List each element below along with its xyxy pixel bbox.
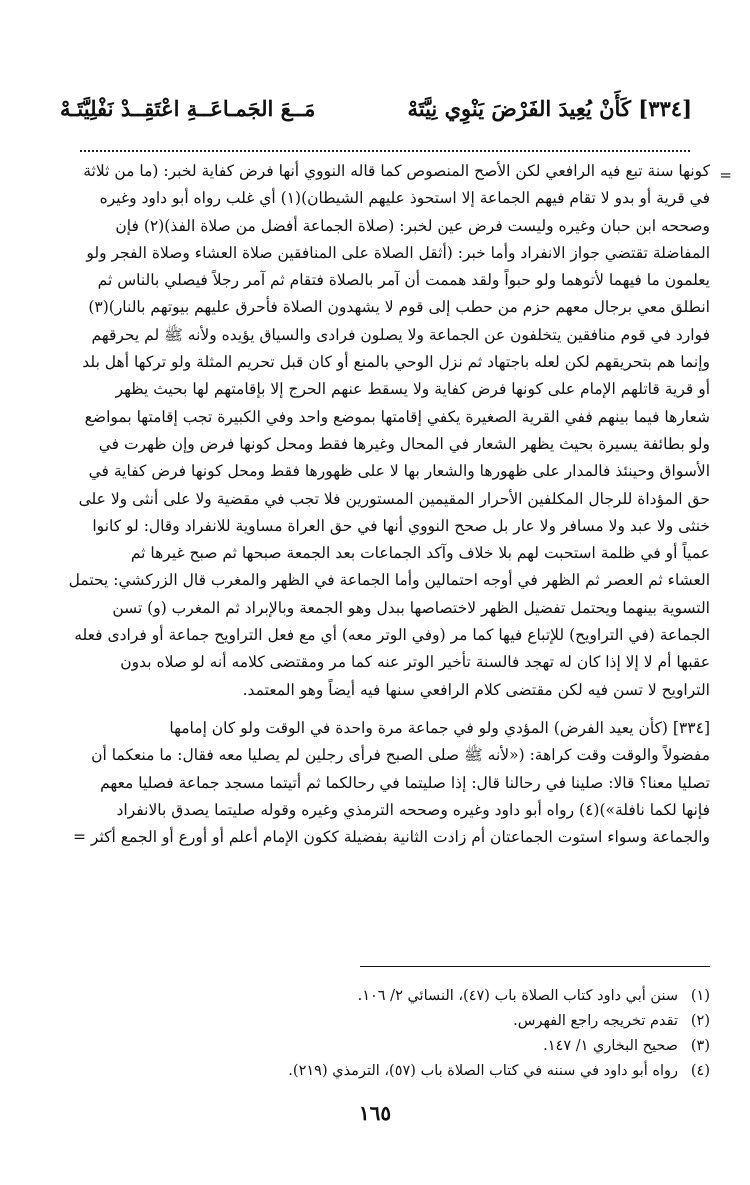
text-line: تصليا معنا؟ قالا: صلينا في رحالنا قال: إذا صليتما في رحالكما ثم أتيتما مسجد جماعة فصليا معهم: [100, 773, 710, 792]
footnote-item: [280, 1034, 710, 1059]
text-line: فإنها لكما نافلة»)(٤) رواه أبو داود وغيره وصححه الترمذي وغيره وقوله صليتما يصدق بالانفراد: [116, 800, 710, 819]
page-number: ١٦٥: [358, 1101, 392, 1125]
footnotes: [280, 984, 710, 1084]
text-line: التسوية بينهما ويحتمل تفضيل الظهر لاختصاصها ببدل وهو الجمعة وبالإبراد ثم المغرب (و) تسن: [112, 598, 710, 617]
text-line: [٣٣٤] (كأن يعيد الفرض) المؤدي ولو في جماعة مرة واحدة في الوقت ولو كان إمامها: [169, 718, 710, 737]
text-line: وإنما هم بتحريقهم لكن لعله باجتهاد ثم نزل الوحي بالمنع أو كان قبل تحريم المثلة ولو تركها أهل بلد: [82, 353, 710, 372]
header-dotted-divider: [80, 150, 690, 152]
text-line: يعلمون ما فيهما لأتوهما ولو حبواً ولقد هممت أن آمر بالصلاة فتقام ثم آمر رجلاً فيصلي بالناس ثم: [97, 271, 710, 290]
header-verse-second-hemistich: مَــعَ الجَمـاعَــةِ اعْتَقِــدْ نَفْلِيَّتَـهْ: [60, 96, 316, 121]
text-line: شعارها فيما بينهم ففي القرية الصغيرة يكفي إقامتها بموضع واحد وفي الكبيرة تجب إقامتها بمواضع: [84, 407, 710, 426]
footnote-text: صحيح البخاري ١/ ١٤٧.: [543, 1038, 678, 1054]
header-verse-first-hemistich: [٣٣٤] كَأَنْ يُعِيدَ الفَرْضَ يَنْوِي نِيَّتَهْ: [407, 96, 692, 121]
text-line: في قرية أو بدو لا تقام فيهم الجماعة إلا استحوذ عليهم الشيطان)(١) أي غلب رواه أبو داود وغيره: [99, 189, 710, 208]
footnote-divider: [360, 966, 710, 967]
text-line: وصححه ابن حبان وغيره وليست فرض عين لخبر: (صلاة الجماعة أفضل من صلاة الفذ)(٢) فإن: [115, 216, 710, 235]
text-line: الأسواق وحينئذ فالمدار على ظهورها والشعار بها لا على ظهورها فقط ومحل كونها فرض كفاية في: [88, 462, 710, 481]
text-line: خنثى ولا عبد ولا مسافر ولا عار بل صحح النووي أنها في حق العراة مساوية للانفراد وقال: لو كانوا: [92, 516, 710, 535]
footnote-number: (٢): [690, 1013, 710, 1029]
text-line: العشاء ثم العصر ثم الظهر في أوجه احتمالين وأما الجماعة في الظهر والمغرب قال الزركشي: يحتمل: [68, 571, 710, 590]
main-text: [35, 158, 710, 851]
text-line: الجماعة (في التراويح) للإتباع فيها كما مر (وفي الوتر معه) أي مع فعل التراويح جماعة أو فرادى فعله: [74, 626, 710, 645]
text-line: انطلق معي برجال معهم حزم من حطب إلى قوم لا يشهدون الصلاة فأحرق عليهم بيوتهم بالنار)(٣): [88, 298, 710, 317]
text-line: عقبها أم لا إلا إذا كان له تهجد فالسنة تأخير الوتر عنه كما مر ومقتضى كلامه أنه لو صلاه بدون: [120, 653, 710, 672]
footnote-text: رواه أبو داود في سننه في كتاب الصلاة باب (٥٧)، الترمذي (٢١٩).: [288, 1063, 678, 1079]
text-line: حق المؤداة للرجال المكلفين الأحرار المقيمين المستورين فلا تجب في مقضية ولا على أنثى ولا على: [78, 489, 710, 508]
page-header: [60, 96, 692, 121]
text-line: المفاضلة تقتضي جواز الانفراد وأما خبر: (أثقل الصلاة على المنافقين صلاة العشاء وصلاة الفجر ولو: [86, 243, 710, 262]
text-line: التراويح لا تسن فيه لكن مقتضى كلام الرافعي سنها فيه أيضاً وهو المعتمد.: [242, 680, 710, 699]
footnote-number: (١): [690, 988, 710, 1004]
text-line: كونها سنة تبع فيه الرافعي لكن الأصح المنصوص كما قاله النووي أنها فرض كفاية لخبر: (ما من ثلاثة: [83, 162, 710, 180]
text-line: والجماعة وسواء استوت الجماعتان أم زادت الثانية بفضيلة ككون الإمام أعلم أو أورع أو الجمع أكثر =: [73, 828, 710, 847]
text-line: ولو بطائفة يسيرة بحيث يظهر الشعار في المحال وغيرها فقط ومحل كونها فرض وإن ظهرت في: [98, 434, 710, 453]
footnote-item: [280, 984, 710, 1009]
text-line: أو قرية قاتلهم الإمام على كونها فرض كفاية ولا يسقط عنهم الحرج إلا بإقامتهم لها بحيث يظهر: [115, 380, 710, 399]
footnote-number: (٣): [690, 1038, 710, 1054]
paragraph-gap: [35, 704, 710, 715]
text-line: فوارد في قوم منافقين يتخلفون عن الجماعة ولا يصلون فرادى والسياق يؤيده ولأنه ﷺ لم يحرقهم: [91, 325, 710, 344]
continuation-mark: =: [719, 166, 732, 184]
text-line: عمياً أو في ظلمة استحبت لهم بلا خلاف وآكد الجماعات بعد الجمعة صبحها ثم صبح غيرها ثم: [130, 544, 710, 563]
footnote-text: تقدم تخريجه راجع الفهرس.: [513, 1013, 678, 1029]
footnote-text: سنن أبي داود كتاب الصلاة باب (٤٧)، النسائي ٢/ ١٠٦.: [357, 988, 678, 1004]
footnote-number: (٤): [690, 1063, 710, 1079]
footnote-item: [280, 1059, 710, 1084]
text-line: مفضولاً والوقت وقت كراهة: («لأنه ﷺ صلى الصبح فرأى رجلين لم يصليا معه فقال: ما منعكما أن: [91, 746, 710, 765]
footnote-item: [280, 1009, 710, 1034]
